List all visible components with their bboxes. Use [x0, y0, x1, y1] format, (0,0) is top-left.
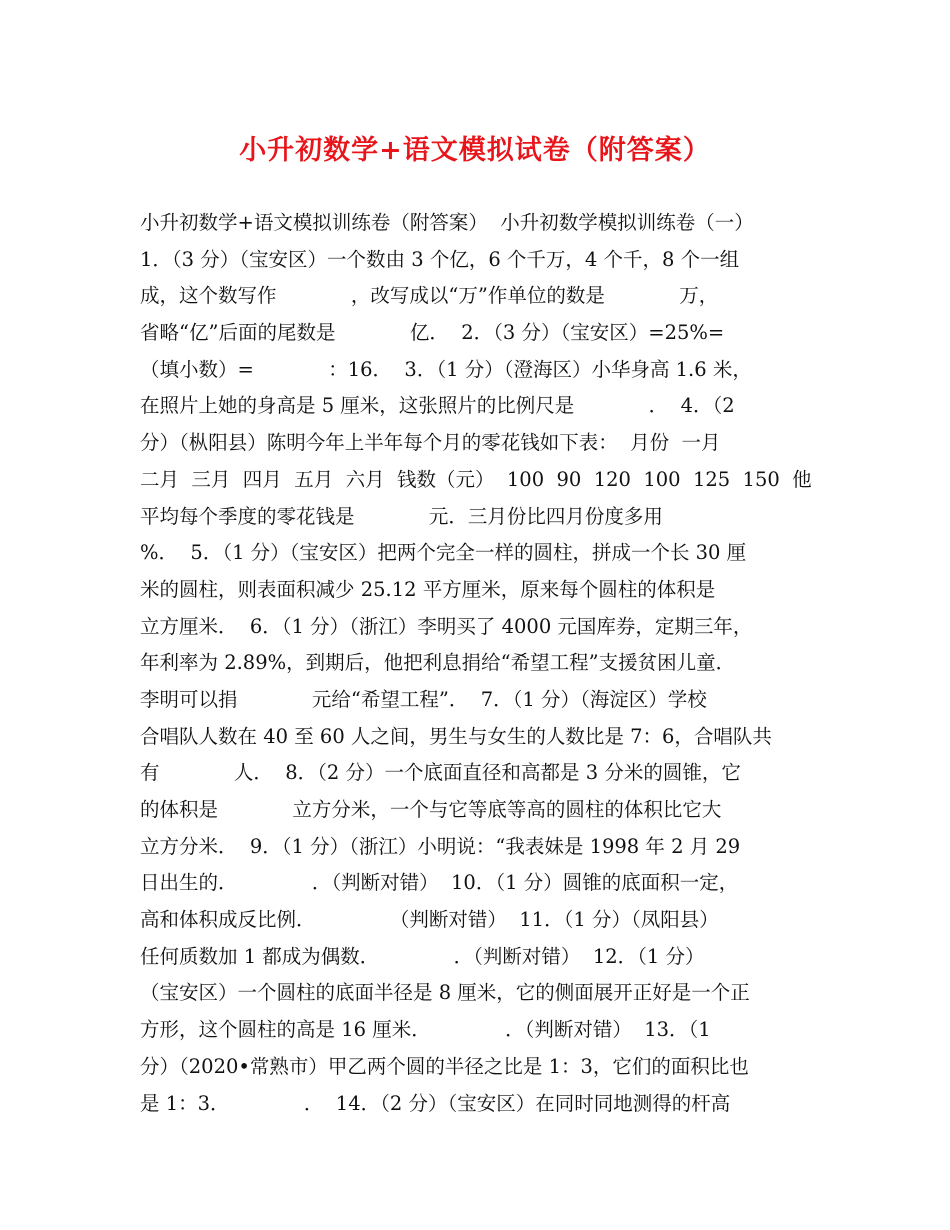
- text-line: 合唱队人数在 40 至 60 人之间，男生与女生的人数比是 7：6，合唱队共: [140, 724, 772, 748]
- document-title: 小升初数学+语文模拟试卷（附答案）: [239, 135, 711, 166]
- text-line: 任何质数加 1 都成为偶数． ．（判断对错） 12．（1 分）: [140, 944, 705, 968]
- text-line: 立方厘米． 6．（1 分）（浙江）李明买了 4000 元国库券，定期三年，: [140, 614, 753, 638]
- text-line: （填小数）= ：16． 3．（1 分）（澄海区）小华身高 1.6 米，: [140, 357, 752, 381]
- text-line: 方形，这个圆柱的高是 16 厘米． ．（判断对错） 13．（1: [140, 1018, 711, 1042]
- text-line: 日出生的． ．（判断对错） 10．（1 分）圆锥的底面积一定，: [140, 871, 739, 895]
- text-line: （宝安区）一个圆柱的底面半径是 8 厘米，它的侧面展开正好是一个正: [140, 981, 750, 1005]
- text-line: 省略“亿”后面的尾数是 亿． 2．（3 分）（宝安区）=25%=: [140, 321, 725, 345]
- text-line: 小升初数学+语文模拟训练卷（附答案） 小升初数学模拟训练卷（一）: [140, 211, 754, 234]
- text-line: 的体积是 立方分米，一个与它等底等高的圆柱的体积比它大: [140, 798, 722, 821]
- text-line: 米的圆柱，则表面积减少 25.12 平方厘米，原来每个圆柱的体积是: [140, 577, 716, 601]
- text-line: 有 人． 8．（2 分）一个底面直径和高都是 3 分米的圆锥，它: [140, 761, 741, 785]
- text-line: 平均每个季度的零花钱是 元．三月份比四月份度多用: [140, 504, 663, 528]
- text-line: 成，这个数写作 ，改写成以“万”作单位的数是 万，: [140, 284, 719, 308]
- text-line: 是 1：3． ． 14．（2 分）（宝安区）在同时同地测得的杆高: [140, 1091, 731, 1115]
- text-line: 李明可以捐 元给“希望工程”． 7．（1 分）（海淀区）学校: [140, 687, 707, 711]
- text-line: 1．（3 分）（宝安区）一个数由 3 个亿，6 个千万，4 个千，8 个一组: [140, 247, 740, 271]
- document-body: [140, 205, 840, 1122]
- text-line: 立方分米． 9．（1 分）（浙江）小明说：“我表妹是 1998 年 2 月 29: [140, 834, 741, 858]
- text-line: 年利率为 2.89%，到期后，他把利息捐给“希望工程”支援贫困儿童．: [140, 651, 736, 675]
- text-line: 高和体积成反比例． （判断对错） 11．（1 分）（凤阳县）: [140, 908, 719, 932]
- text-line: 分）（枞阳县）陈明今年上半年每个月的零花钱如下表： 月份 一月: [140, 431, 721, 455]
- text-line: 二月 三月 四月 五月 六月 钱数（元） 100 90 120 100 125 150 他: [140, 467, 812, 491]
- text-line: %． 5．（1 分）（宝安区）把两个完全一样的圆柱，拼成一个长 30 厘: [140, 541, 747, 565]
- text-line: 分）（2020•常熟市）甲乙两个圆的半径之比是 1：3，它们的面积比也: [140, 1054, 749, 1078]
- text-line: 在照片上她的身高是 5 厘米，这张照片的比例尺是 ． 4．（2: [140, 394, 735, 418]
